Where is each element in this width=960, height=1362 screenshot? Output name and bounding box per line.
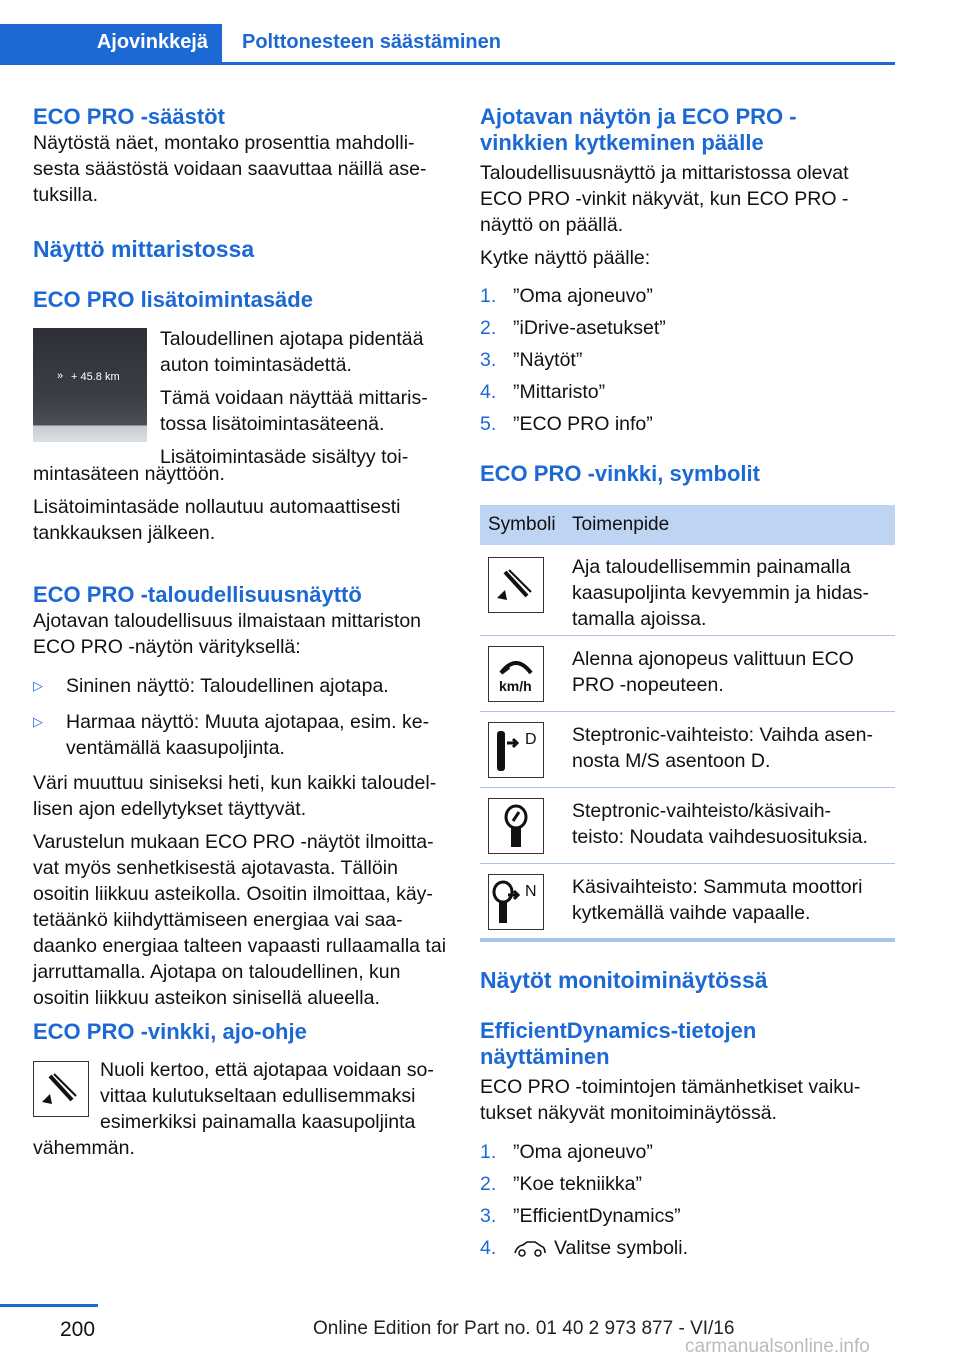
tip-side-text <box>100 1057 460 1135</box>
activate-heading-1: Ajotavan näytön ja ECO PRO - <box>480 104 797 129</box>
text-line: daanko energiaa talteen vapaasti rullaamalla tai <box>33 935 447 957</box>
step-number: 4. <box>480 1237 497 1259</box>
text-line: Kytke näyttö päälle: <box>480 247 651 269</box>
step-number: 4. <box>480 381 497 403</box>
efficiency-paragraphs <box>33 770 458 1011</box>
text-line: Käsivaihteisto: Sammuta moottori <box>572 876 863 898</box>
gear-n-label: N <box>525 883 537 900</box>
section-heading: ECO PRO -säästöt <box>33 104 225 129</box>
text-line: nosta M/S asentoon D. <box>572 750 771 772</box>
text-line: tamalla ajoissa. <box>572 608 707 630</box>
watermark: carmanualsonline.info <box>685 1336 870 1357</box>
text-line: Lisätoimintasäde nollautuu automaattisesti <box>33 496 401 518</box>
text-line: Lisätoimintasäde sisältyy toi- <box>160 446 409 468</box>
efficient-heading-2: näyttäminen <box>480 1044 610 1069</box>
range-value: + 45.8 km <box>71 371 120 383</box>
step-text: ”Koe tekniikka” <box>513 1173 642 1195</box>
text-line: näyttö on päällä. <box>480 214 624 236</box>
text-line: PRO -nopeuteen. <box>572 674 724 696</box>
table-end-rule <box>480 938 895 942</box>
gear-d-label: D <box>525 731 537 748</box>
chapter-tab-bar <box>0 24 895 65</box>
tab-label: Ajovinkkejä <box>96 31 208 53</box>
bullet-text: ventämällä kaasupoljinta. <box>66 737 285 759</box>
gear-n-icon <box>488 874 544 930</box>
text-line: tankkauksen jälkeen. <box>33 522 216 544</box>
text-line: lisen ajon edellytykset täyttyvät. <box>33 798 307 820</box>
text-line: mintasäteen näyttöön. <box>33 463 225 485</box>
step-text: ”Oma ajoneuvo” <box>513 285 653 307</box>
text-line: osoitin liikkuu asteikon sinisellä alueella. <box>33 987 380 1009</box>
step-text: ”EfficientDynamics” <box>513 1205 681 1227</box>
step-number: 2. <box>480 1173 497 1195</box>
step-text: ”Näytöt” <box>513 349 583 371</box>
text-line: teisto: Noudata vaihdesuosituksia. <box>572 826 868 848</box>
range-cont-text <box>33 461 453 546</box>
triangle-bullet-icon: ▷ <box>33 678 43 693</box>
speed-icon-label: km/h <box>499 678 532 694</box>
text-line: Taloudellinen ajotapa pidentää <box>160 328 424 350</box>
pedal-icon <box>488 557 544 613</box>
range-display-image <box>33 328 147 442</box>
triangle-bullet-icon: ▷ <box>33 714 43 729</box>
text-line: ECO PRO -vinkit näkyvät, kun ECO PRO - <box>480 188 849 210</box>
activate-heading-2: vinkkien kytkeminen päälle <box>480 130 764 155</box>
range-arrow-icon: » <box>57 370 64 382</box>
row-text <box>572 646 892 698</box>
row-text <box>572 722 892 774</box>
text-line: Väri muuttuu siniseksi heti, kun kaikki taloudel- <box>33 772 437 794</box>
text-line: Taloudellisuusnäyttö ja mittaristossa olevat <box>480 162 849 184</box>
table-row <box>480 788 895 864</box>
text-line: Tämä voidaan näyttää mittaris- <box>160 387 428 409</box>
table-row <box>480 636 895 712</box>
text-line: vat myös senhetkisestä ajotavasta. Tällöin <box>33 857 398 879</box>
car-symbol-icon <box>513 1239 547 1265</box>
row-text <box>572 554 892 632</box>
text-line: sesta säästöstä voidaan saavuttaa näillä ase- <box>33 158 427 180</box>
table-row <box>480 712 895 788</box>
text-line: tukset näkyvät monitoiminäytössä. <box>480 1102 777 1124</box>
table-header <box>480 505 895 545</box>
symbols-heading: ECO PRO -vinkki, symbolit <box>480 461 760 486</box>
step-number: 3. <box>480 349 497 371</box>
activate-section <box>480 104 895 271</box>
text-line: vittaa kulutukseltaan edullisemmaksi <box>100 1085 416 1107</box>
step-text: Valitse symboli. <box>554 1237 689 1259</box>
text-line: tuksilla. <box>33 184 99 206</box>
gear-d-icon <box>488 722 544 778</box>
text-line: Alenna ajonopeus valittuun ECO <box>572 648 854 670</box>
step-text: ”iDrive-asetukset” <box>513 317 666 339</box>
text-line: kytkemällä vaihde vapaalle. <box>572 902 811 924</box>
page-number: 200 <box>60 1318 96 1341</box>
text-line: jarruttamalla. Ajotapa on taloudellinen, kun <box>33 961 401 983</box>
bullet-text: Sininen näyttö: Taloudellinen ajotapa. <box>66 675 389 697</box>
text-line: vähemmän. <box>33 1137 135 1159</box>
efficiency-heading: ECO PRO -taloudellisuusnäyttö <box>33 582 362 607</box>
text-line: kaasupoljinta kevyemmin ja hidas- <box>572 582 869 604</box>
col-symbol-header: Symboli <box>488 514 556 535</box>
step-number: 5. <box>480 413 497 435</box>
step-text: ”Oma ajoneuvo” <box>513 1141 653 1163</box>
speed-icon <box>488 646 544 702</box>
text-line: tossa lisätoimintasäteenä. <box>160 413 385 435</box>
text-line: Näytöstä näet, montako prosenttia mahdolli- <box>33 132 415 154</box>
range-heading: ECO PRO lisätoimintasäde <box>33 287 313 312</box>
text-line: Steptronic-vaihteisto/käsivaih- <box>572 800 832 822</box>
step-number: 3. <box>480 1205 497 1227</box>
footer-rule <box>0 1304 98 1307</box>
table-row <box>480 864 895 938</box>
text-line: tetäänkö kiihdyttämiseen energiaa vai saa- <box>33 909 403 931</box>
range-side-text <box>160 326 460 470</box>
text-line: Nuoli kertoo, että ajotapaa voidaan so- <box>100 1059 434 1081</box>
step-number: 2. <box>480 317 497 339</box>
row-text <box>572 874 892 926</box>
text-line: osoitin liikkuu asteikolla. Osoitin ilmoittaa, käy- <box>33 883 433 905</box>
table-row <box>480 545 895 636</box>
text-line: Aja taloudellisemmin painamalla <box>572 556 851 578</box>
row-text <box>572 798 892 850</box>
text-line: esimerkiksi painamalla kaasupoljinta <box>100 1111 416 1133</box>
pedal-icon <box>33 1061 89 1117</box>
col-action-header: Toimenpide <box>572 514 670 535</box>
text-line: Varustelun mukaan ECO PRO -näytöt ilmoitta- <box>33 831 434 853</box>
text-line: Steptronic-vaihteisto: Vaihda asen- <box>572 724 873 746</box>
bullet-text: Harmaa näyttö: Muuta ajotapaa, esim. ke- <box>66 711 430 733</box>
efficient-section <box>480 1018 895 1126</box>
display-heading: Näyttö mittaristossa <box>33 236 255 262</box>
edition-info: Online Edition for Part no. 01 40 2 973 877 - VI/16 <box>313 1318 735 1339</box>
tab-section-title[interactable]: Polttonesteen säästäminen <box>242 31 501 53</box>
step-text: ”ECO PRO info” <box>513 413 653 435</box>
efficiency-section <box>33 582 453 660</box>
text-line: auton toimintasädettä. <box>160 354 352 376</box>
step-number: 1. <box>480 1141 497 1163</box>
text-line: ECO PRO -näytön värityksellä: <box>33 636 301 658</box>
tab-ajovinkkeja[interactable] <box>0 24 222 62</box>
text-line: ECO PRO -toimintojen tämänhetkiset vaiku- <box>480 1076 861 1098</box>
gear-shift-icon <box>488 798 544 854</box>
monitor-heading: Näytöt monitoiminäytössä <box>480 967 768 993</box>
step-text: ”Mittaristo” <box>513 381 606 403</box>
text-line: Ajotavan taloudellisuus ilmaistaan mittariston <box>33 610 422 632</box>
step-number: 1. <box>480 285 497 307</box>
eco-pro-savings-section <box>33 104 453 208</box>
efficient-heading-1: EfficientDynamics-tietojen <box>480 1018 757 1043</box>
tip-heading: ECO PRO -vinkki, ajo-ohje <box>33 1019 307 1044</box>
